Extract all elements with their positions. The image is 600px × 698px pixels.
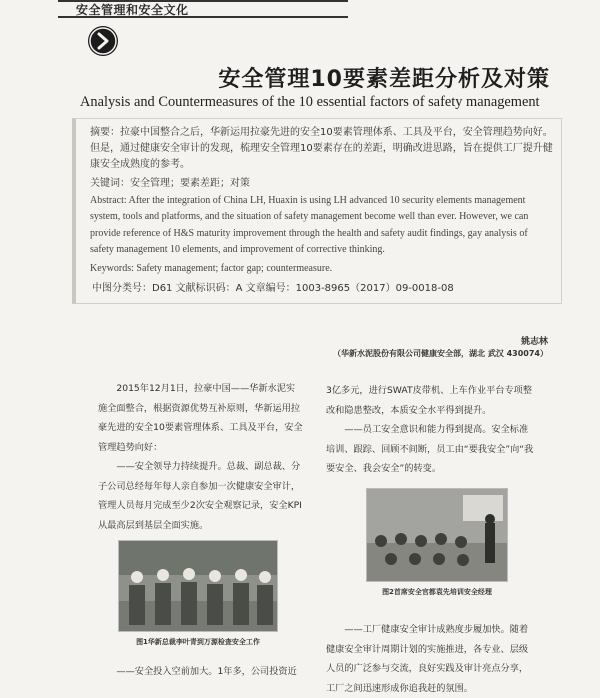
keywords-chinese: 关键词：安全管理；要素差距；对策	[90, 178, 250, 189]
body-column-left-continued	[98, 662, 304, 682]
section-label: 安全管理和安全文化	[76, 3, 189, 17]
figure-photo-1	[118, 540, 278, 632]
chevron-right-icon	[88, 26, 118, 56]
paragraph: ——员工安全意识和能力得到提高。安全标准培训、跟踪、回顾不间断，员工由“要我安全”向“我要安全、我会安全”的转变。	[326, 424, 534, 474]
author-affiliation: （华新水泥股份有限公司健康安全部，湖北 武汉 430074）	[333, 349, 548, 358]
page-title-english: Analysis and Countermeasures of the 10 essential factors of safety management	[80, 94, 540, 110]
classification-line: 中图分类号：D61 文献标识码：A 文章编号：1003-8965（2017）09-0018-08	[92, 283, 454, 294]
figure-photo-2	[366, 488, 508, 582]
abstract-english: Abstract: After the integration of China LH, Huaxin is using LH advanced 10 security elements management system, tools and platforms, and the situation of safety management become well than ever. However, we can provide reference of H&S maturity improvement through the health and safety audit findings, gay analysis of safety management 10 elements, and improvement of corrective thinking.	[90, 195, 529, 256]
paragraph: 3亿多元，进行SWAT皮带机、上车作业平台专项整改和隐患整改，本质安全水平得到提升。	[326, 385, 533, 416]
section-banner	[58, 0, 348, 18]
body-column-right-continued	[326, 620, 534, 698]
paragraph: ——安全投入空前加大。1年多，公司投资近	[116, 666, 297, 677]
body-column-left	[98, 379, 304, 535]
page-title: 安全管理10要素差距分析及对策	[218, 67, 550, 92]
figure-caption-2: 图2首席安全官都袁先培训安全经理	[382, 588, 492, 596]
body-column-right	[326, 381, 534, 479]
paragraph: 2015年12月1日，拉豪中国——华新水泥实施全面整合，根据资源优势互补原则，华新运用拉豪先进的安全10要素管理体系、工具及平台，安全管理趋势向好：	[98, 383, 303, 453]
paragraph: ——工厂健康安全审计成熟度步履加快。随着健康安全审计周期计划的实施推进，各专业、层级人员的广泛参与交流，良好实践及审计亮点分享，工厂之间迅速形成你追我赶的氛围。	[326, 624, 529, 694]
keywords-english: Keywords: Safety management; factor gap; countermeasure.	[90, 263, 333, 274]
figure-caption-1: 图1华新总裁李叶青到万源检查安全工作	[136, 638, 260, 646]
abstract-chinese: 摘要：拉豪中国整合之后，华新运用拉豪先进的安全10要素管理体系、工具及平台，安全管理趋势向好。但是，通过健康安全审计的发现，梳理安全管理10要素存在的差距，明确改进思路，旨在提供工厂提升健康安全成熟度的参考。	[90, 127, 553, 170]
author-name: 姚志林	[520, 337, 548, 347]
paragraph: ——安全领导力持续提升。总裁、副总裁、分子公司总经每年每人亲自参加一次健康安全审计，管理人员每月完成至少2次安全观察记录，安全KPI从最高层到基层全面实施。	[98, 461, 302, 531]
